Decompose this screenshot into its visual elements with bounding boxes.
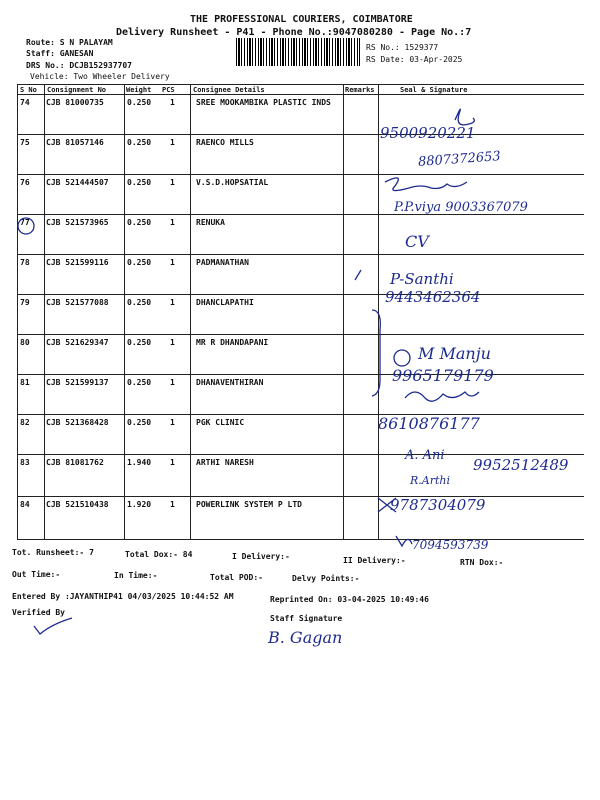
i-delivery: I Delivery:- [232, 552, 290, 561]
route: Route: S N PALAYAM [26, 38, 113, 47]
strike-84 [378, 498, 396, 512]
row-sno: 78 [20, 258, 30, 267]
row-consignment: CJB 521629347 [46, 338, 109, 347]
col-pcs: PCS [162, 86, 175, 94]
handwriting-phone-78: 9443462364 [385, 288, 481, 306]
row-weight: 0.250 [127, 178, 152, 187]
row-consignment: CJB 81081762 [46, 458, 104, 467]
circle-80-marker [394, 350, 410, 366]
row-consignment: CJB 81000735 [46, 98, 104, 107]
staff-signature-label: Staff Signature [270, 614, 343, 623]
ii-delivery: II Delivery:- [343, 556, 406, 565]
row-weight: 0.250 [127, 138, 152, 147]
row-pcs: 1 [170, 418, 175, 427]
row-sno: 82 [20, 418, 30, 427]
row-pcs: 1 [170, 458, 175, 467]
row-weight: 0.250 [127, 378, 152, 387]
row-consignee: RENUKA [196, 218, 225, 227]
row-sno: 83 [20, 458, 30, 467]
row-weight: 0.250 [127, 298, 152, 307]
row-consignment: CJB 521444507 [46, 178, 109, 187]
row-consignee: DHANCLAPATHI [196, 298, 254, 307]
col-sno: S No [20, 86, 37, 94]
handwriting-phone-84: 9787304079 [390, 496, 486, 514]
total-pod: Total POD:- [210, 573, 263, 582]
handwriting-name-80: M Manju [418, 344, 491, 363]
verified-tick [34, 618, 72, 634]
row-weight: 1.920 [127, 500, 152, 509]
row-consignee: ARTHI NARESH [196, 458, 254, 467]
total-dox: Total Dox:- 84 [125, 550, 193, 559]
row-weight: 0.250 [127, 258, 152, 267]
row-pcs: 1 [170, 338, 175, 347]
col-remarks: Remarks [345, 86, 375, 94]
row-sno: 76 [20, 178, 30, 187]
tot-runsheet: Tot. Runsheet:- 7 [12, 548, 94, 557]
drs-no: DRS No.: DCJB152937707 [26, 61, 132, 70]
row-pcs: 1 [170, 98, 175, 107]
row-consignee: RAENCO MILLS [196, 138, 254, 147]
col-seal-signature: Seal & Signature [400, 86, 468, 94]
handwriting-name-76: P.P.viya 9003367079 [394, 200, 528, 215]
verified-by: Verified By [12, 608, 65, 617]
signature-81 [405, 392, 479, 401]
col-consignment: Consignment No [47, 86, 107, 94]
row-consignment: CJB 521577088 [46, 298, 109, 307]
handwriting-phone-84b: 7094593739 [412, 538, 489, 552]
company-title: THE PROFESSIONAL COURIERS, COIMBATORE [190, 14, 413, 25]
row-weight: 0.250 [127, 98, 152, 107]
row-consignment: CJB 521573965 [46, 218, 109, 227]
delvy-points: Delvy Points:- [292, 574, 360, 583]
handwriting-phone-75: 8807372653 [417, 149, 502, 170]
rs-date: RS Date: 03-Apr-2025 [366, 55, 463, 64]
row-consignment: CJB 521510438 [46, 500, 109, 509]
row-consignment: CJB 81057146 [46, 138, 104, 147]
tick-78 [355, 270, 361, 280]
runsheet-line: Delivery Runsheet - P41 - Phone No.:9047080280 - Page No.:7 [116, 27, 472, 38]
row-sno: 81 [20, 378, 30, 387]
row-pcs: 1 [170, 500, 175, 509]
signature-76 [385, 178, 467, 191]
handwriting-sign-77: CV [405, 232, 429, 251]
signature-84 [396, 536, 412, 546]
col-weight: Weight [126, 86, 152, 94]
handwriting-phone-83: 9952512489 [473, 456, 569, 474]
row-sno: 79 [20, 298, 30, 307]
vehicle: Vehicle: Two Wheeler Delivery [30, 72, 170, 81]
row-weight: 0.250 [127, 338, 152, 347]
row-consignee: MR R DHANDAPANI [196, 338, 269, 347]
row-consignee: SREE MOOKAMBIKA PLASTIC INDS [196, 98, 331, 107]
row-pcs: 1 [170, 218, 175, 227]
staff-signature: B. Gagan [268, 628, 343, 647]
handwriting-phone-82: 8610876177 [378, 414, 480, 433]
rs-no: RS No.: 1529377 [366, 43, 439, 52]
row-consignee: PADMANATHAN [196, 258, 249, 267]
row-consignment: CJB 521368428 [46, 418, 109, 427]
row-sno: 84 [20, 500, 30, 509]
handwriting-name-83: A. Ani [405, 448, 445, 463]
handwriting-name-78: P-Santhi [390, 270, 454, 288]
row-pcs: 1 [170, 178, 175, 187]
staff: Staff: GANESAN [26, 49, 94, 58]
handwriting-phone-80: 9965179179 [392, 366, 494, 385]
row-sno: 75 [20, 138, 30, 147]
row-pcs: 1 [170, 298, 175, 307]
bracket-79-81 [372, 310, 380, 396]
row-sno: 77 [20, 218, 30, 227]
handwriting-phone-74: 9500920221 [380, 124, 476, 142]
row-consignment: CJB 521599116 [46, 258, 109, 267]
row-sno: 80 [20, 338, 30, 347]
signature-74 [455, 109, 474, 125]
in-time: In Time:- [114, 571, 158, 580]
row-pcs: 1 [170, 138, 175, 147]
row-consignee: DHANAVENTHIRAN [196, 378, 264, 387]
row-consignee: V.S.D.HOPSATIAL [196, 178, 269, 187]
circle-77-marker [18, 218, 34, 234]
row-consignee: PGK CLINIC [196, 418, 245, 427]
row-consignee: POWERLINK SYSTEM P LTD [196, 500, 302, 509]
row-weight: 0.250 [127, 218, 152, 227]
reprinted-on: Reprinted On: 03-04-2025 10:49:46 [270, 595, 429, 604]
row-weight: 1.940 [127, 458, 152, 467]
row-consignment: CJB 521599137 [46, 378, 109, 387]
row-pcs: 1 [170, 378, 175, 387]
row-weight: 0.250 [127, 418, 152, 427]
col-consignee: Consignee Details [193, 86, 265, 94]
out-time: Out Time:- [12, 570, 61, 579]
rtn-dox: RTN Dox:- [460, 558, 504, 567]
row-pcs: 1 [170, 258, 175, 267]
handwriting-name-84: R.Arthi [410, 474, 451, 487]
entered-by: Entered By :JAYANTHIP41 04/03/2025 10:44:52 AM [12, 592, 234, 601]
row-sno: 74 [20, 98, 30, 107]
